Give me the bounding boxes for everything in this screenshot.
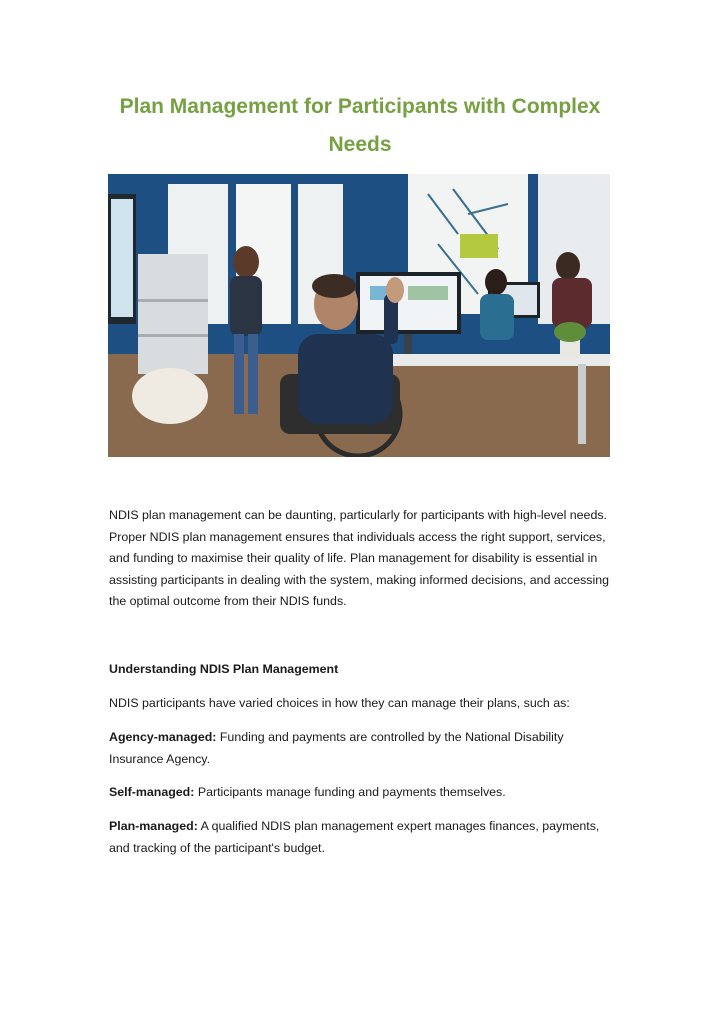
page-title: Plan Management for Participants with Complex Needs	[119, 95, 601, 156]
list-item-text: Participants manage funding and payments themselves.	[194, 785, 506, 799]
list-item-term: Plan-managed:	[109, 819, 198, 833]
list-item-text: A qualified NDIS plan management expert manages finances, payments, and tracking of the participant's budget.	[109, 819, 600, 855]
green-accent	[460, 234, 498, 258]
man-torso	[298, 334, 393, 424]
bean-bag	[132, 368, 208, 424]
list-item	[109, 782, 614, 804]
list-item-term: Self-managed:	[109, 785, 195, 799]
section-heading: Understanding NDIS Plan Management	[109, 662, 339, 676]
office-illustration	[108, 174, 610, 457]
list-item-text: Funding and payments are controlled by the National Disability Insurance Agency.	[109, 730, 564, 766]
office-photo	[108, 174, 610, 457]
intro-paragraph: NDIS plan management can be daunting, particularly for participants with high-level needs. Proper NDIS plan management ensures that individuals access the right support, services, and funding to maximise their quality of life. Plan management for disability is essential in assisting participants in dealing with the system, making informed decisions, and accessing the optimal outcome from their NDIS funds.	[109, 508, 610, 609]
list-item	[109, 727, 614, 770]
shelf-unit	[138, 254, 208, 374]
raised-hand	[386, 277, 404, 303]
person-standing-head	[233, 246, 259, 278]
list-item-term: Agency-managed:	[109, 730, 217, 744]
list-item	[109, 816, 614, 859]
section-lead: NDIS participants have varied choices in how they can manage their plans, such as:	[109, 696, 570, 710]
